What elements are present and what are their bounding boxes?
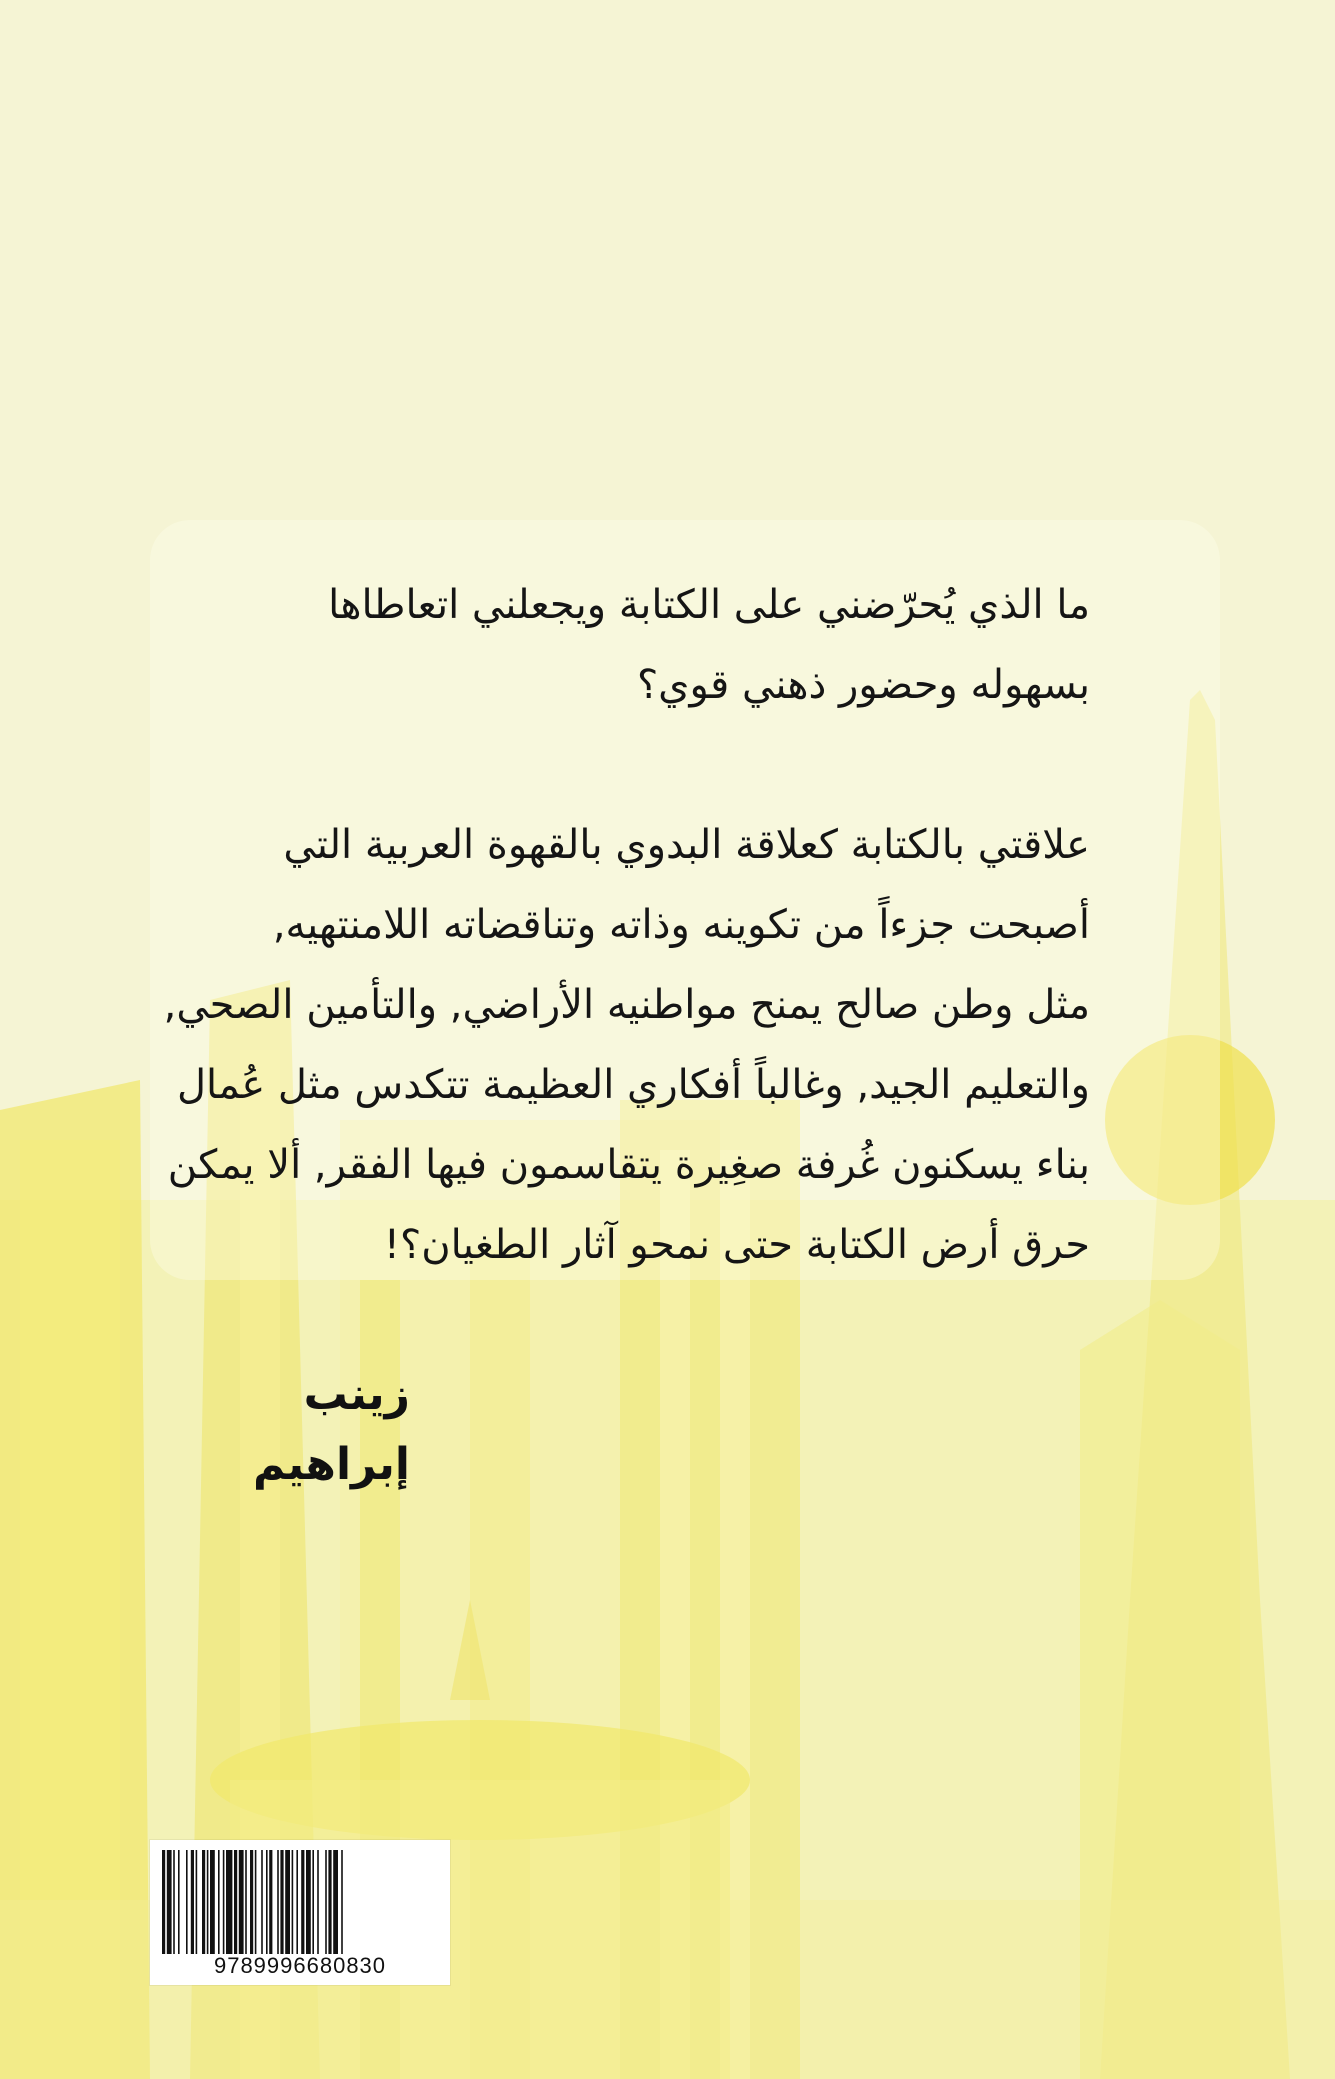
- paragraph-2: [163, 805, 1090, 1285]
- barcode-bar: [277, 1850, 279, 1954]
- barcode-bar: [178, 1850, 180, 1954]
- text-line: ما الذي يُحرّضني على الكتابة ويجعلني اتعاطاها: [328, 582, 1090, 628]
- barcode-bar: [306, 1850, 311, 1954]
- author-name: زينب إبراهيم: [252, 1369, 410, 1490]
- barcode: [150, 1840, 450, 1985]
- text-line: أصبحت جزءاً من تكوينه وذاته وتناقضاته اللامنتهيه,: [272, 902, 1090, 948]
- barcode-bar: [301, 1850, 304, 1954]
- text-line: حرق أرض الكتابة حتى نمحو آثار الطغيان؟!: [383, 1222, 1090, 1268]
- barcode-bar: [285, 1850, 290, 1954]
- barcode-bar: [234, 1850, 237, 1954]
- barcode-bar: [280, 1850, 283, 1954]
- barcode-bar: [223, 1850, 225, 1954]
- barcode-bar: [202, 1850, 205, 1954]
- text-line: علاقتي بالكتابة كعلاقة البدوي بالقهوة العربية التي: [283, 822, 1090, 868]
- barcode-bar: [255, 1850, 257, 1954]
- barcode-bar: [312, 1850, 314, 1954]
- barcode-bar: [333, 1850, 338, 1954]
- barcode-bar: [207, 1850, 209, 1954]
- barcode-bar: [218, 1850, 220, 1954]
- barcode-bars: [162, 1850, 438, 1954]
- barcode-bar: [269, 1850, 272, 1954]
- paragraph-1: [200, 565, 1090, 725]
- barcode-bar: [167, 1850, 172, 1954]
- barcode-bar: [191, 1850, 194, 1954]
- barcode-bar: [196, 1850, 198, 1954]
- barcode-bar: [328, 1850, 331, 1954]
- text-line: مثل وطن صالح يمنح مواطنيه الأراضي, والتأمين الصحي,: [163, 982, 1090, 1028]
- back-cover-text: [163, 565, 1090, 1285]
- barcode-bar: [317, 1850, 319, 1954]
- barcode-bar: [296, 1850, 298, 1954]
- barcode-bar: [162, 1850, 165, 1954]
- barcode-bar: [292, 1850, 294, 1954]
- barcode-bar: [210, 1850, 215, 1954]
- barcode-bar: [226, 1850, 232, 1954]
- barcode-bar: [261, 1850, 263, 1954]
- barcode-number: 9789996680830: [213, 1953, 387, 1978]
- barcode-bar: [250, 1850, 253, 1954]
- text-line: بسهوله وحضور ذهني قوي؟: [636, 662, 1090, 708]
- barcode-bar: [341, 1850, 343, 1954]
- barcode-bar: [245, 1850, 247, 1954]
- text-line: بناء يسكنون غُرفة صغِيرة يتقاسمون فيها الفقر, ألا يمكن: [167, 1142, 1090, 1188]
- barcode-bar: [186, 1850, 188, 1954]
- barcode-bar: [266, 1850, 268, 1954]
- barcode-bar: [173, 1850, 175, 1954]
- barcode-bar: [325, 1850, 327, 1954]
- text-line: والتعليم الجيد, وغالباً أفكاري العظيمة تتكدس مثل عُمال: [176, 1062, 1090, 1108]
- barcode-bar: [239, 1850, 244, 1954]
